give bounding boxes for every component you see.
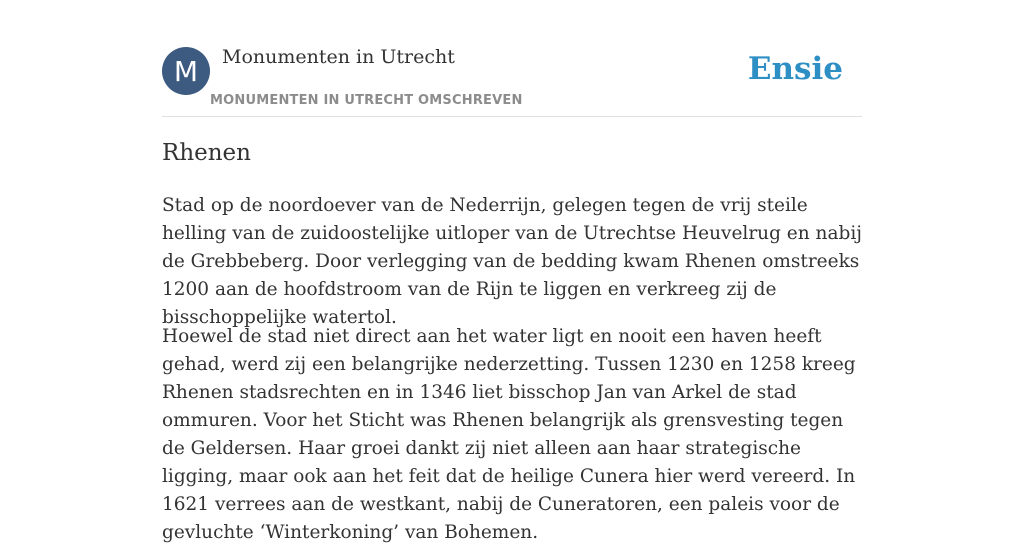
article-paragraph: Stad op de noordoever van de Nederrijn, gelegen tegen de vrij steile helling van de zuidoostelijke uitloper van de Utrechtse Heuvelrug en nabij de Grebbeberg. Door verlegging van de bedding kwam Rhenen omstreeks 1200 aan de hoofdstroom van de Rijn te liggen en verkreeg zij de bisschoppelijke watertol. xyxy=(162,195,862,328)
page-container xyxy=(162,0,862,543)
avatar[interactable]: M xyxy=(162,47,210,95)
site-title[interactable]: Monumenten in Utrecht xyxy=(222,46,455,68)
article-title: Rhenen xyxy=(162,140,251,166)
article-paragraph: Hoewel de stad niet direct aan het water ligt en nooit een haven heeft gehad, werd zij een belangrijke nederzetting. Tussen 1230 en 1258 kreeg Rhenen stadsrechten en in 1346 liet bisschop Jan van Arkel de stad ommuren. Voor het Sticht was Rhenen belangrijk als grensvesting tegen de Geldersen. Haar groei dankt zij niet alleen aan haar strategische ligging, maar ook aan het feit dat de heilige Cunera hier werd vereerd. In 1621 verrees aan de westkant, nabij de Cuneratoren, een paleis voor de gevluchte ‘Winterkoning’ van Bohemen. xyxy=(162,326,856,543)
site-header xyxy=(162,0,862,117)
ensie-logo[interactable]: Ensie xyxy=(747,51,843,87)
site-subtitle: MONUMENTEN IN UTRECHT OMSCHREVEN xyxy=(210,93,523,108)
